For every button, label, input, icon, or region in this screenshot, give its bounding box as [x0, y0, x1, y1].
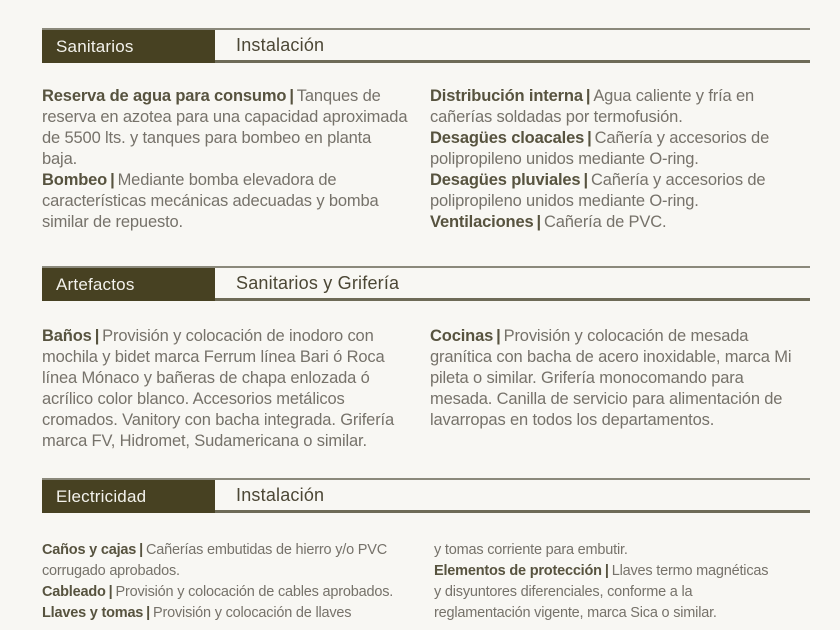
spec-item: [42, 170, 410, 233]
label-separator: |: [587, 129, 592, 147]
spec-label: Bombeo: [42, 171, 108, 189]
label-separator: |: [583, 171, 588, 189]
spec-label: Caños y cajas: [42, 542, 137, 558]
spec-item: [430, 86, 810, 128]
label-separator: |: [94, 327, 100, 345]
spec-item: [42, 326, 410, 452]
spec-label: Cocinas: [430, 327, 494, 345]
section-title-area: [215, 30, 810, 63]
spec-text: Cañería de PVC.: [543, 213, 667, 231]
spec-text: Llaves termo magnéticas y disyuntores diferenciales, conforme a la reglamentación vigente, marca Sica o similar.: [434, 563, 769, 621]
label-separator: |: [496, 327, 501, 345]
label-separator: |: [604, 563, 609, 579]
section-electricidad: [42, 478, 810, 624]
spec-text: Provisión y colocación de cables aprobados.: [115, 584, 394, 600]
spec-label: Desagües cloacales: [430, 129, 585, 147]
section-subtitle: Sanitarios y Grifería: [236, 272, 400, 293]
section-subtitle: Instalación: [236, 484, 325, 505]
spec-text: Cañería y accesorios de polipropileno unidos mediante O-ring.: [430, 129, 770, 168]
column-left: [42, 86, 410, 233]
spec-item: [430, 128, 810, 170]
label-separator: |: [108, 584, 113, 600]
section-header-sanitarios: [42, 28, 810, 63]
spec-text: Mediante bomba elevadora de características mecánicas adecuadas y bomba similar de repuesto.: [42, 171, 379, 231]
column-left: [42, 326, 410, 452]
section-title-area: [215, 480, 810, 513]
spec-item: [42, 540, 430, 582]
spec-label: Reserva de agua para consumo: [42, 87, 287, 105]
column-right: [434, 540, 810, 624]
spec-text: Provisión y colocación de inodoro con mochila y bidet marca Ferrum línea Bari ó Roca línea Mónaco y bañeras de chapa enlozada ó acrílico color blanco. Accesorios metálicos cromados. Vanitory con bacha integrada. Grifería marca FV, Hidromet, Sudamericana o similar.: [42, 327, 395, 450]
spec-item: [42, 582, 430, 603]
spec-text: Provisión y colocación de mesada granítica con bacha de acero inoxidable, marca Mi pileta o similar. Grifería monocomando para mesada. Canilla de servicio para alimentación de lavarropas en todos los departamentos.: [430, 327, 792, 429]
section-columns: [42, 326, 810, 452]
spec-text: Cañerías embutidas de hierro y/o PVC corrugado aprobados.: [42, 542, 388, 579]
label-separator: |: [536, 213, 541, 231]
label-separator: |: [289, 87, 294, 105]
spec-label: Cableado: [42, 584, 106, 600]
label-separator: |: [139, 542, 143, 558]
spec-label: Elementos de protección: [434, 563, 602, 579]
section-tab-artefactos: Artefactos: [42, 268, 215, 301]
label-separator: |: [585, 87, 591, 105]
spec-label: Desagües pluviales: [430, 171, 581, 189]
section-subtitle: Instalación: [236, 34, 325, 55]
spec-item: [430, 170, 810, 212]
label-separator: |: [110, 171, 115, 189]
spec-item: [42, 86, 410, 170]
section-sanitarios: [42, 28, 810, 233]
spec-item: [42, 603, 430, 624]
section-header-artefactos: [42, 266, 810, 301]
section-tab-sanitarios: Sanitarios: [42, 30, 215, 63]
section-tab-electricidad: Electricidad: [42, 480, 215, 513]
spec-item: [430, 212, 810, 233]
spec-text: Provisión y colocación de llaves: [153, 605, 352, 621]
spec-text: Tanques de reserva en azotea para una capacidad aproximada de 5500 lts. y tanques para bombeo en planta baja.: [42, 87, 408, 168]
spec-label: Baños: [42, 327, 92, 345]
spec-item-continuation: [434, 540, 774, 561]
spec-label: Llaves y tomas: [42, 605, 144, 621]
section-header-electricidad: [42, 478, 810, 513]
column-right: [430, 326, 810, 452]
spec-text: y tomas corriente para embutir.: [434, 542, 628, 558]
spec-item: [434, 561, 774, 624]
section-title-area: [215, 268, 810, 301]
spec-label: Distribución interna: [430, 87, 583, 105]
spec-item: [430, 326, 810, 431]
spec-text: Agua caliente y fría en cañerías soldadas por termofusión.: [430, 87, 755, 126]
section-artefactos: [42, 266, 810, 452]
spec-text: Cañería y accesorios de polipropileno unidos mediante O-ring.: [430, 171, 766, 210]
spec-label: Ventilaciones: [430, 213, 534, 231]
label-separator: |: [146, 605, 151, 621]
section-columns: [42, 86, 810, 233]
section-columns: [42, 540, 810, 624]
column-right: [430, 86, 810, 233]
column-left: [42, 540, 430, 624]
